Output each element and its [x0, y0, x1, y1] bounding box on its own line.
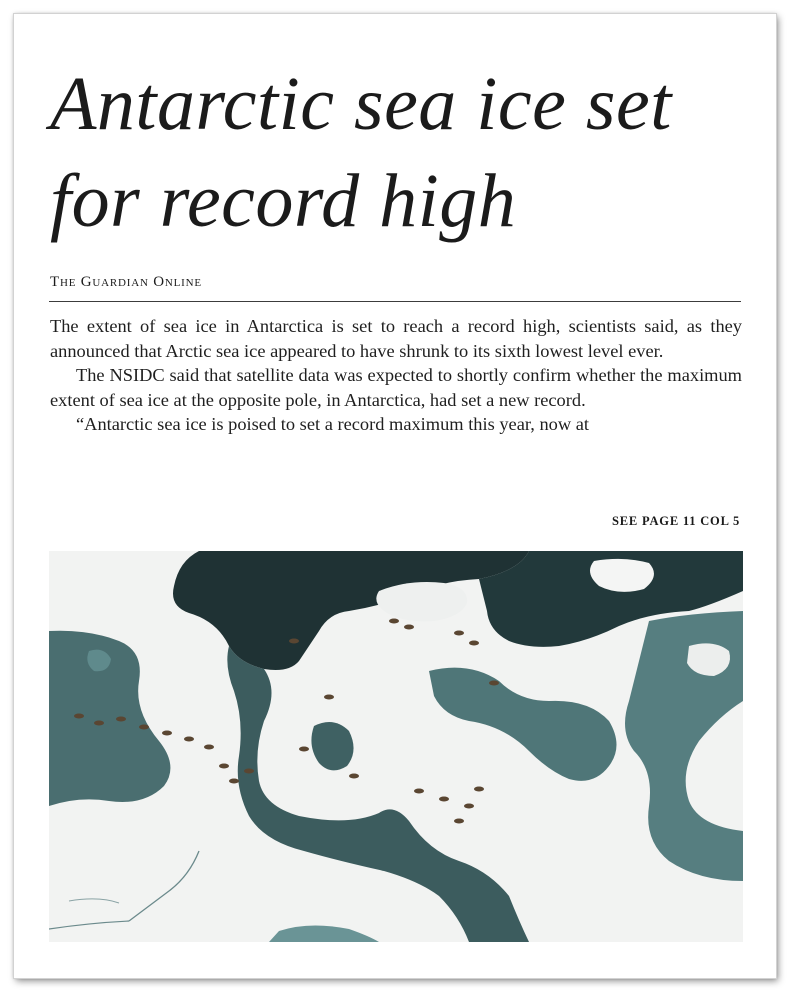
headline: Antarctic sea ice set for record high: [50, 62, 672, 243]
seal: [229, 779, 239, 784]
continuation-note: SEE PAGE 11 COL 5: [612, 514, 740, 528]
seal: [454, 819, 464, 824]
paragraph: The NSIDC said that satellite data was expected to shortly confirm whether the maximum extent of sea ice at the opposite pole, in Antarctica, had set a new record.: [50, 365, 742, 410]
paragraph: The extent of sea ice in Antarctica is set to reach a record high, scientists said, as they announced that Arctic sea ice appeared to have shrunk to its sixth lowest level ever.: [50, 316, 742, 361]
newspaper-clipping: [14, 14, 776, 978]
paragraph: “Antarctic sea ice is poised to set a record maximum this year, now at: [76, 414, 590, 435]
seal: [454, 631, 464, 636]
article-body: [50, 314, 742, 437]
seal: [139, 725, 149, 730]
seal: [94, 721, 104, 726]
seal: [469, 641, 479, 646]
sea-ice-photo: [49, 551, 743, 942]
source-byline: The Guardian Online: [50, 274, 202, 290]
sea-ice-illustration: [49, 551, 743, 942]
seal: [324, 695, 334, 700]
seal: [414, 789, 424, 794]
seal: [489, 681, 499, 686]
seal: [299, 747, 309, 752]
seal: [162, 731, 172, 736]
seal: [404, 625, 414, 630]
seal: [184, 737, 194, 742]
seal: [219, 764, 229, 769]
seal: [289, 639, 299, 644]
seal: [204, 745, 214, 750]
divider-rule: [49, 301, 741, 302]
seal: [116, 717, 126, 722]
seal: [244, 769, 254, 774]
seal: [74, 714, 84, 719]
seal: [389, 619, 399, 624]
seal: [349, 774, 359, 779]
seal: [439, 797, 449, 802]
seal: [474, 787, 484, 792]
seal: [464, 804, 474, 809]
